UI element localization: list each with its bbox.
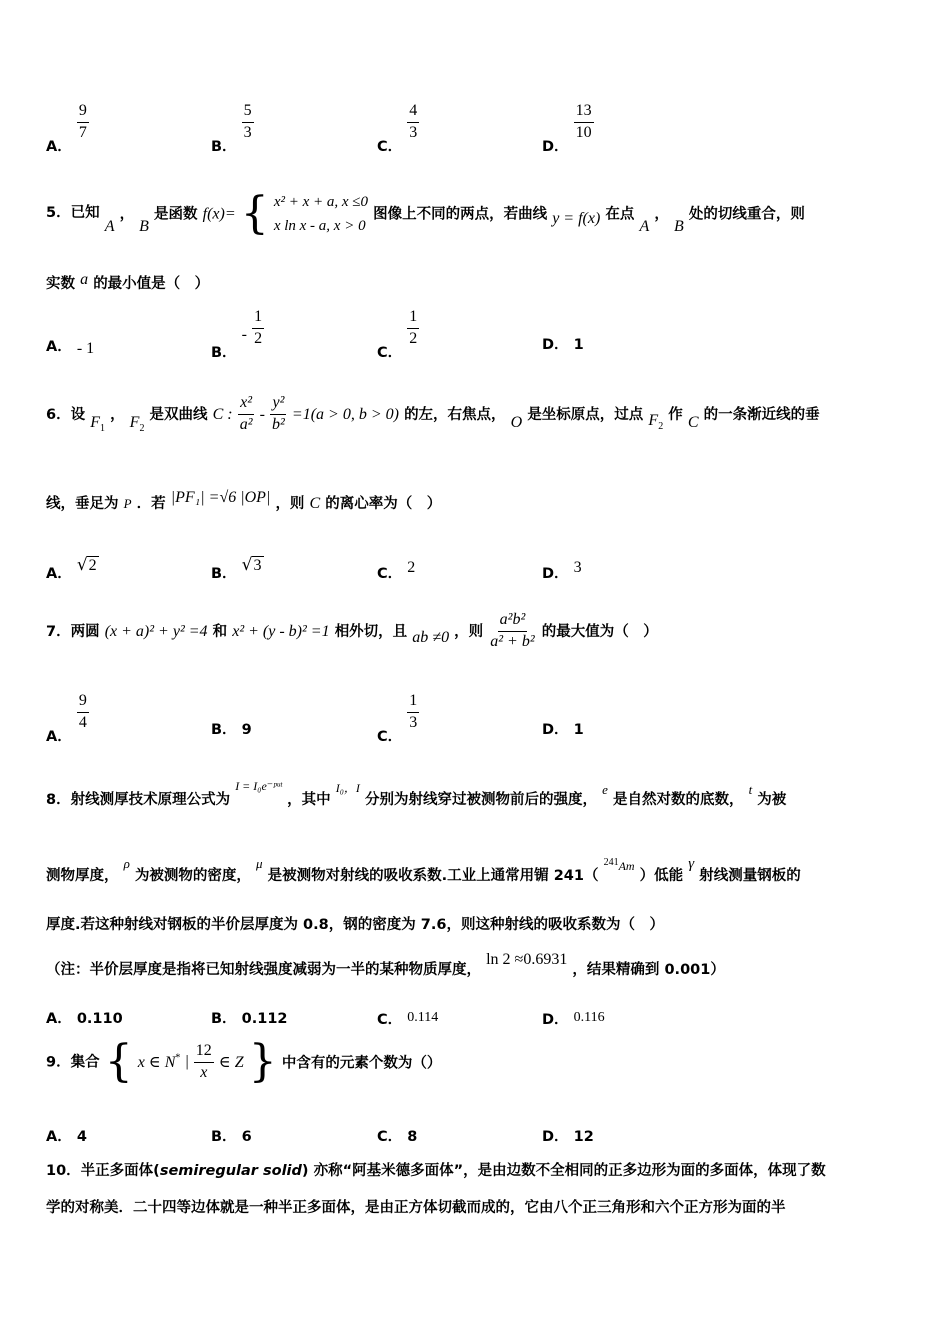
q5-option-c: C． $\frac{1}{2}$	[377, 308, 418, 361]
q7-option-c: C． $\frac{1}{3}$	[377, 692, 418, 745]
q5-line-1: 5．已知 A ， B 是函数 f(x)= { x² + x + a, x ≤0 x ln x - a, x > 0 图像上不同的两点，若曲线 y = f(x) 在点 A ， B 处的切线重合，则	[46, 188, 805, 239]
q9-option-b: B． 6	[211, 1129, 252, 1145]
fraction: $\frac{13}{10}$	[575, 102, 592, 141]
fraction: $\frac{\text{a²b²}}{\text{a² + b²}}$	[490, 611, 535, 650]
q9-option-a: A． 4	[46, 1129, 87, 1145]
q6-option-a: A． √2	[46, 555, 97, 582]
q8-line-4: （注：半价层厚度是指将已知射线强度减弱为一半的某种物质厚度， ln 2 ≈0.6931 ，结果精确到 0.001）	[46, 951, 725, 978]
q8-option-a: A． 0.110	[46, 1011, 123, 1027]
q6-option-d: D． 3	[542, 559, 582, 582]
left-brace: {	[240, 188, 269, 239]
q7-option-a: A． $\frac{9}{4}$	[46, 692, 87, 745]
q6-option-b: B． √3	[211, 555, 262, 582]
q9-option-c: C． 8	[377, 1129, 418, 1145]
q7-option-d: D． 1	[542, 722, 584, 738]
fraction: $\frac{9}{4}$	[78, 692, 87, 731]
q4-option-a: A． $\frac{9}{7}$	[46, 102, 87, 155]
fraction: $\frac{1}{2}$	[409, 308, 418, 347]
q9-option-d: D． 12	[542, 1129, 594, 1145]
q6-line-2: 线，垂足为 P ．若 |PF₁| =√6 |OP| ，则 C 的离心率为（ ）	[46, 489, 442, 512]
q5-line-2: 实数 a 的最小值是（ ）	[46, 271, 210, 292]
fraction: $\frac{5}{3}$	[243, 102, 252, 141]
q8-option-d: D． 0.116	[542, 1010, 605, 1028]
q6-line-1: 6．设 $F_1$ ， $F_2$ 是双曲线 C : $\frac{\text{x²}}{\text{a²}}$ - $\frac{\text{y²}}{\text{b²}}$ =1(a > 0, b > 0) 的左，右焦点， O 是坐标原点，过点 $F_2$ 作 C 的一条渐近线的垂	[46, 394, 820, 434]
fraction: $\frac{1}{3}$	[409, 692, 418, 731]
piecewise-cases: x² + x + a, x ≤0 x ln x - a, x > 0	[273, 194, 369, 234]
q4-option-c: C． $\frac{4}{3}$	[377, 102, 418, 155]
q8-option-c: C． 0.114	[377, 1010, 439, 1028]
fraction: $\frac{9}{7}$	[78, 102, 87, 141]
q10-line-1: 10．半正多面体(semiregular solid) 亦称“阿基米德多面体”，是由边数不全相同的正多边形为面的多面体，体现了数	[46, 1163, 826, 1179]
q7-line-1: 7．两圆 (x + a)² + y² =4 和 x² + (y - b)² =1 相外切，且 ab ≠0 ，则 $\frac{\text{a²b²}}{\text{a² + b²}}$ 的最大值为（ ）	[46, 611, 658, 650]
q5-option-b: B． - $\frac{1}{2}$	[211, 308, 263, 361]
q6-option-c: C． 2	[377, 559, 416, 582]
q7-option-b: B． 9	[211, 722, 252, 738]
q8-option-b: B． 0.112	[211, 1011, 288, 1027]
q10-line-2: 学的对称美．二十四等边体就是一种半正多面体，是由正方体切截而成的，它由八个正三角形和六个正方形为面的半	[46, 1200, 786, 1216]
q8-line-1: 8．射线测厚技术原理公式为 $^{I = I_0e^-ᵖᵘᵗ}$ ，其中 $^{I_0,I}$ 分别为射线穿过被测物前后的强度， $^e$ 是自然对数的底数， $^t$ 为被	[46, 779, 787, 808]
q9-line-1: 9．集合 { x ∈ N* | $\frac{12}{x}$ ∈ Z } 中含有的元素个数为（）	[46, 1036, 442, 1087]
q5-option-a: A． - 1	[46, 339, 95, 357]
right-brace: }	[248, 1036, 277, 1087]
q8-line-2: 测物厚度， $^\rho$ 为被测物的密度， $^\mu$ 是被测物对射线的吸收系数.工业上通常用镅 241（ $^{^{241}Am}$ ）低能 γ 射线测量钢板的	[46, 856, 801, 884]
fraction: $\frac{1}{2}$	[254, 308, 263, 347]
q8-line-3: 厚度.若这种射线对钢板的半价层厚度为 0.8，钢的密度为 7.6，则这种射线的吸收系数为（ ）	[46, 917, 664, 933]
fraction: $\frac{4}{3}$	[409, 102, 418, 141]
left-brace: {	[104, 1036, 133, 1087]
fraction: $\frac{12}{x}$	[195, 1041, 212, 1081]
q4-option-b: B． $\frac{5}{3}$	[211, 102, 252, 155]
q4-option-d: D． $\frac{13}{10}$	[542, 102, 592, 155]
q5-option-d: D． 1	[542, 337, 584, 353]
fraction: $\frac{\text{x²}}{\text{a²}}$	[239, 394, 253, 433]
fraction: $\frac{\text{y²}}{\text{b²}}$	[272, 394, 285, 433]
